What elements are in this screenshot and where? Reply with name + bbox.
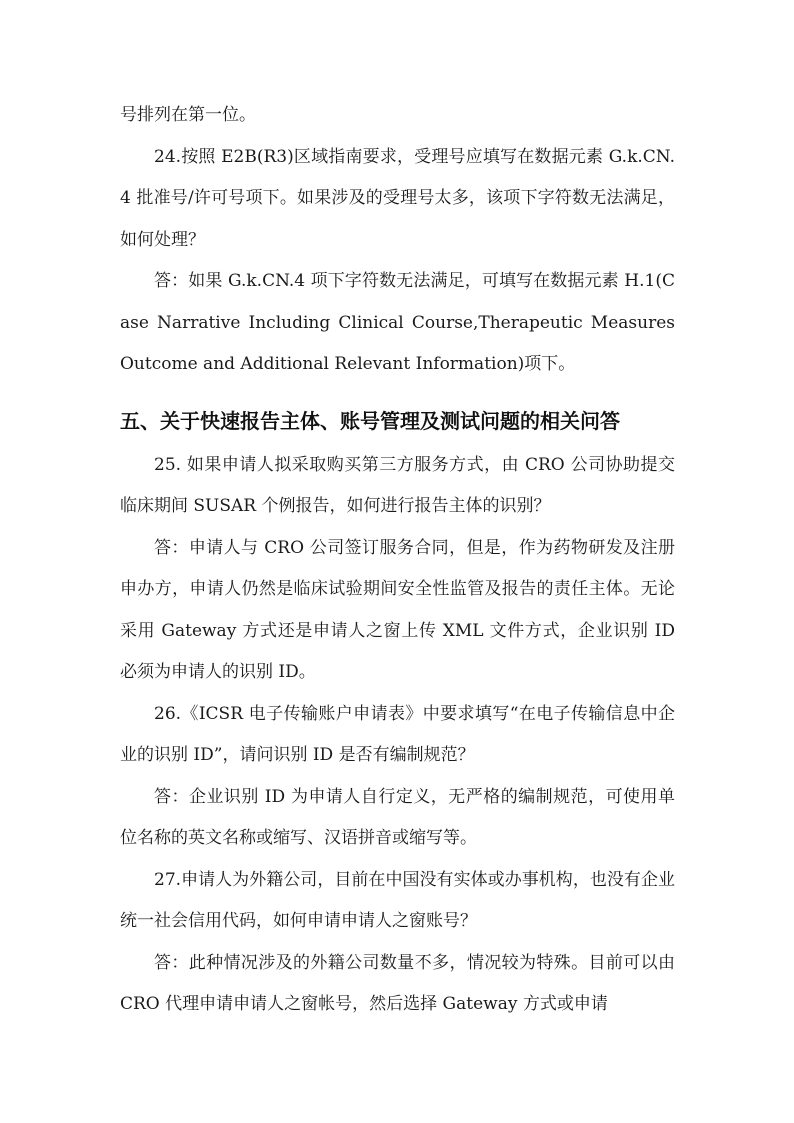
question-25: 25. 如果申请人拟采取购买第三方服务方式，由 CRO 公司协助提交临床期间 SUSAR 个例报告，如何进行报告主体的识别？	[120, 454, 675, 516]
answer-25: 答：申请人与 CRO 公司签订服务合同，但是，作为药物研发及注册申办方，申请人仍然是临床试验期间安全性监管及报告的责任主体。无论采用 Gateway 方式还是申请人之窗上传 XML 文件方式，企业识别 ID 必须为申请人的识别 ID。	[120, 537, 675, 682]
question-26: 26.《ICSR 电子传输账户申请表》中要求填写“在电子传输信息中企业的识别 ID”，请问识别 ID 是否有编制规范？	[120, 703, 675, 765]
paragraph-continuation: 号排列在第一位。	[120, 105, 256, 125]
section-heading-5: 五、关于快速报告主体、账号管理及测试问题的相关问答	[120, 408, 620, 433]
document-page	[120, 95, 675, 1026]
answer-26: 答：企业识别 ID 为申请人自行定义，无严格的编制规范，可使用单位名称的英文名称或缩写、汉语拼音或缩写等。	[120, 786, 675, 848]
answer-24: 答：如果 G.k.CN.4 项下字符数无法满足，可填写在数据元素 H.1(Case Narrative Including Clinical Course,Therapeutic Measures Outcome and Additional Relevant Information)项下。	[120, 271, 675, 374]
question-27: 27.申请人为外籍公司，目前在中国没有实体或办事机构，也没有企业统一社会信用代码，如何申请申请人之窗账号？	[120, 869, 675, 931]
question-24: 24.按照 E2B(R3)区域指南要求，受理号应填写在数据元素 G.k.CN.4 批准号/许可号项下。如果涉及的受理号太多，该项下字符数无法满足，如何处理？	[120, 146, 675, 250]
answer-27: 答：此种情况涉及的外籍公司数量不多，情况较为特殊。目前可以由 CRO 代理申请申请人之窗帐号，然后选择 Gateway 方式或申请	[120, 952, 675, 1014]
